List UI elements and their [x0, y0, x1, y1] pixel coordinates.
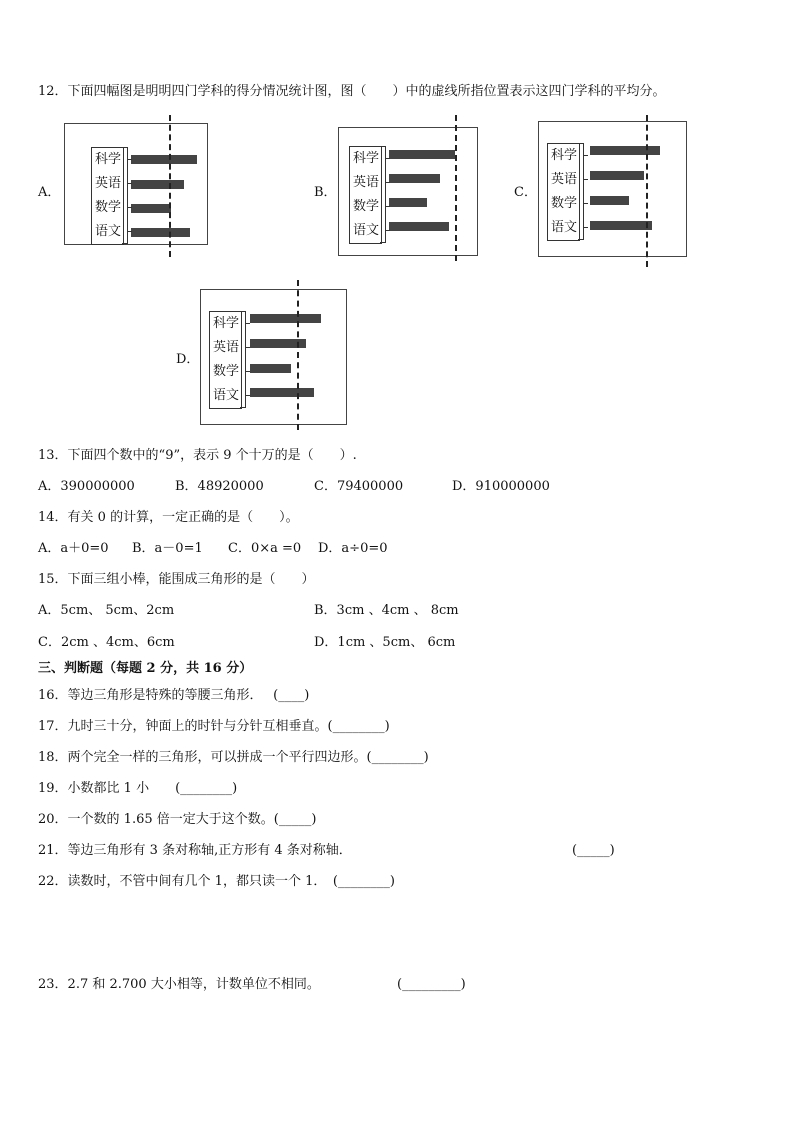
- bar-math: [590, 196, 629, 205]
- option-c-label[interactable]: C．: [514, 185, 537, 200]
- q19-text: 19．小数都比 1 小 (________): [38, 781, 238, 796]
- q18-text: 18．两个完全一样的三角形，可以拼成一个平行四边形。(________): [38, 750, 429, 765]
- q13-text: 13．下面四个数中的“9”，表示 9 个十万的是（ ）.: [38, 448, 357, 463]
- subject-english: 英语: [551, 172, 578, 187]
- axis-tick: [385, 206, 390, 207]
- subject-chinese: 语文: [95, 224, 122, 239]
- q17-text: 17．九时三十分，钟面上的时针与分针互相垂直。(________): [38, 719, 390, 734]
- option-d-label[interactable]: D．: [176, 352, 200, 367]
- q21-text: 21．等边三角形有 3 条对称轴,正方形有 4 条对称轴．: [38, 843, 352, 858]
- figure-c: [538, 115, 688, 267]
- bar-chinese: [250, 388, 314, 397]
- q16-text: 16．等边三角形是特殊的等腰三角形． (____): [38, 688, 310, 703]
- q15-option-a[interactable]: A．5cm、 5cm、2cm: [38, 603, 175, 618]
- average-line: [455, 115, 457, 261]
- bar-math: [389, 198, 427, 207]
- figure-d: [200, 280, 348, 430]
- subject-labels: [547, 143, 580, 241]
- bar-english: [131, 180, 184, 189]
- q15-option-b[interactable]: B．3cm 、4cm 、 8cm: [314, 603, 459, 618]
- q12-text: 12．下面四幅图是明明四门学科的得分情况统计图，图（ ）中的虚线所指位置表示这四门学科的平均分。: [38, 84, 666, 99]
- subject-english: 英语: [95, 176, 122, 191]
- axis-tick: [583, 227, 588, 228]
- axis-tick: [583, 155, 588, 156]
- q13-option-d[interactable]: D．910000000: [452, 479, 550, 494]
- axis-tick: [127, 159, 132, 160]
- figure-a: [64, 115, 210, 257]
- bar-science: [389, 150, 455, 159]
- q14-option-b[interactable]: B．a－0=1: [132, 541, 203, 556]
- q15-option-c[interactable]: C．2cm 、4cm、6cm: [38, 635, 175, 650]
- section-title: 三、判断题（每题 2 分，共 16 分）: [38, 661, 253, 676]
- subject-math: 数学: [551, 196, 578, 211]
- axis-tick: [385, 230, 390, 231]
- bar-chinese: [131, 228, 190, 237]
- q23-answer-blank[interactable]: (_________): [397, 977, 466, 992]
- axis-tick: [245, 395, 250, 396]
- subject-math: 数学: [353, 199, 380, 214]
- q13-option-c[interactable]: C．79400000: [314, 479, 404, 494]
- bar-english: [590, 171, 644, 180]
- subject-labels: [209, 311, 242, 409]
- subject-labels: [91, 147, 124, 245]
- subject-chinese: 语文: [551, 220, 578, 235]
- q14-option-a[interactable]: A．a＋0=0: [38, 541, 109, 556]
- bar-chinese: [590, 221, 652, 230]
- subject-chinese: 语文: [353, 223, 380, 238]
- q23-text: 23．2.7 和 2.700 大小相等，计数单位不相同。: [38, 977, 320, 992]
- bar-math: [131, 204, 171, 213]
- subject-science: 科学: [213, 316, 240, 331]
- subject-science: 科学: [95, 152, 122, 167]
- q15-text: 15．下面三组小棒，能围成三角形的是（ ）: [38, 572, 315, 587]
- axis-tick: [127, 207, 132, 208]
- average-line: [297, 280, 299, 430]
- q21-answer-blank[interactable]: (_____): [572, 843, 615, 858]
- figure-b: [338, 115, 484, 261]
- q14-option-c[interactable]: C．0×a =0: [228, 541, 302, 556]
- bar-chinese: [389, 222, 449, 231]
- bar-math: [250, 364, 291, 373]
- bar-science: [590, 146, 660, 155]
- option-a-label[interactable]: A．: [38, 185, 61, 200]
- q20-text: 20．一个数的 1.65 倍一定大于这个数。(_____): [38, 812, 317, 827]
- bar-science: [131, 155, 197, 164]
- subject-english: 英语: [213, 340, 240, 355]
- q14-option-d[interactable]: D．a÷0=0: [318, 541, 388, 556]
- q13-option-b[interactable]: B．48920000: [175, 479, 264, 494]
- subject-science: 科学: [353, 151, 380, 166]
- average-line: [169, 115, 171, 257]
- subject-science: 科学: [551, 148, 578, 163]
- option-b-label[interactable]: B．: [314, 185, 337, 200]
- axis-tick: [127, 183, 132, 184]
- subject-math: 数学: [95, 200, 122, 215]
- subject-labels: [349, 146, 382, 244]
- axis-tick: [385, 182, 390, 183]
- axis-tick: [127, 231, 132, 232]
- axis-tick: [245, 347, 250, 348]
- q15-option-d[interactable]: D．1cm 、5cm、 6cm: [314, 635, 456, 650]
- axis-tick: [245, 323, 250, 324]
- axis-tick: [245, 371, 250, 372]
- axis-tick: [385, 158, 390, 159]
- bar-english: [389, 174, 440, 183]
- subject-chinese: 语文: [213, 388, 240, 403]
- subject-math: 数学: [213, 364, 240, 379]
- average-line: [646, 115, 648, 267]
- subject-english: 英语: [353, 175, 380, 190]
- axis-tick: [583, 179, 588, 180]
- q22-text: 22．读数时，不管中间有几个 1，都只读一个 1． (________): [38, 874, 395, 889]
- bar-science: [250, 314, 321, 323]
- axis-tick: [583, 203, 588, 204]
- q14-text: 14．有关 0 的计算，一定正确的是（ ）。: [38, 510, 299, 525]
- q13-option-a[interactable]: A．390000000: [38, 479, 135, 494]
